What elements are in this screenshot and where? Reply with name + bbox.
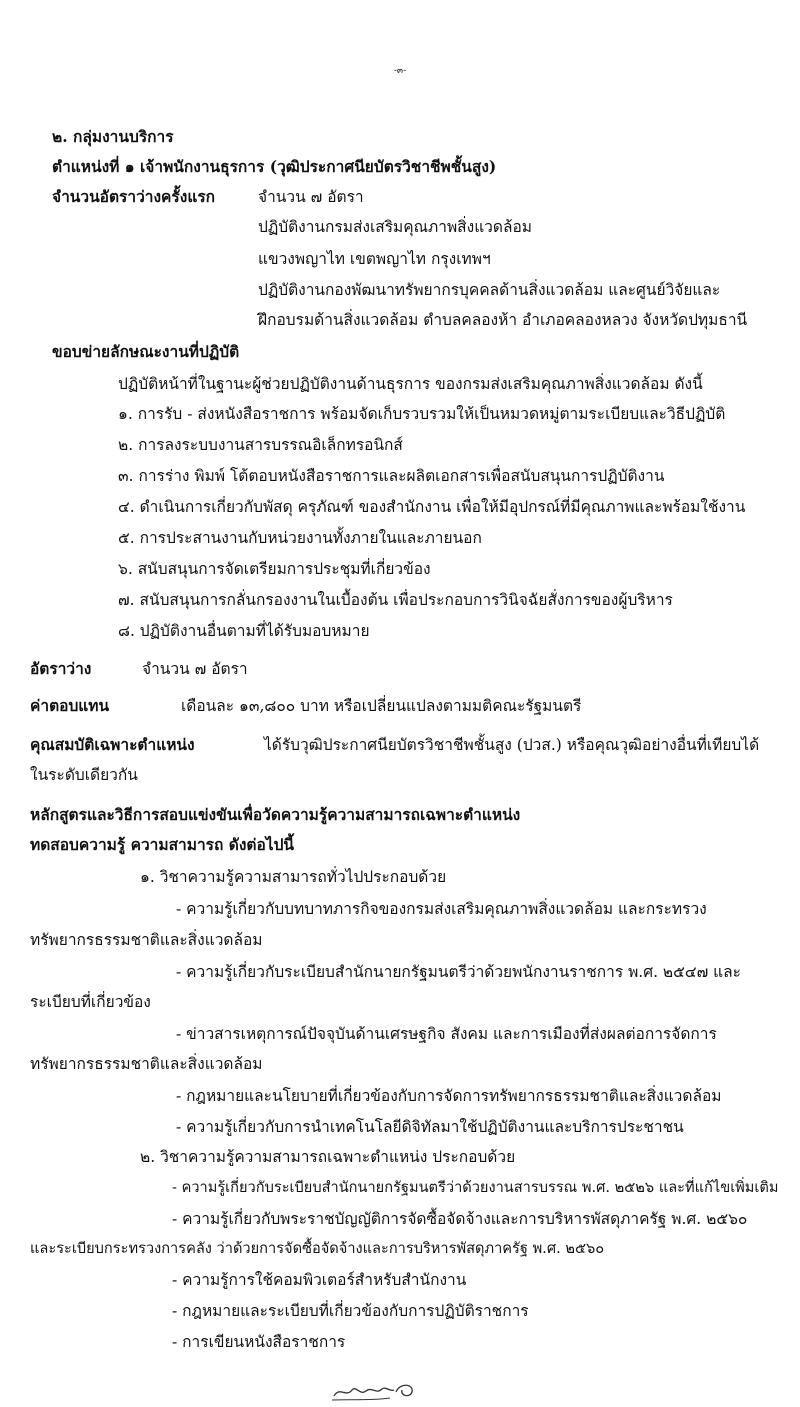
exam-general-line: - ความรู้เกี่ยวกับการนำเทคโนโลยีดิจิทัลมาใช้ปฏิบัติงานและบริการประชาชน [176,1118,684,1136]
exam-heading: หลักสูตรและวิธีการสอบแข่งขันเพื่อวัดความรู้ความสามารถเฉพาะตำแหน่ง [30,805,521,824]
vacancy-line: แขวงพญาไท เขตพญาไท กรุงเทพฯ [258,250,491,268]
scope-item: ๗. สนับสนุนการกลั่นกรองงานในเบื้องต้น เพื่อประกอบการวินิจฉัยสั่งการของผู้บริหาร [118,591,673,609]
exam-subheading: ทดสอบความรู้ ความสามารถ ดังต่อไปนี้ [30,835,295,854]
vacancy-line: จำนวน ๗ อัตรา [258,188,364,206]
page-number: -๓- [393,66,407,76]
scope-item: ๒. การลงระบบงานสารบรรณอิเล็กทรอนิกส์ [118,436,403,454]
exam-general-line: - ข่าวสารเหตุการณ์ปัจจุบันด้านเศรษฐกิจ สังคม และการเมืองที่ส่งผลต่อการจัดการ [176,1025,717,1043]
position-title: ตำแหน่งที่ ๑ เจ้าพนักงานธุรการ (วุฒิประกาศนียบัตรวิชาชีพชั้นสูง) [52,157,497,176]
scope-item: ๘. ปฏิบัติงานอื่นตามที่ได้รับมอบหมาย [118,622,370,640]
scope-item: ๔. ดำเนินการเกี่ยวกับพัสดุ ครุภัณฑ์ ของสำนักงาน เพื่อให้มีอุปกรณ์ที่มีคุณภาพและพร้อมใช้งาน [118,498,746,516]
scope-heading: ขอบข่ายลักษณะงานที่ปฏิบัติ [52,342,240,361]
exam-general-line: - ความรู้เกี่ยวกับบทบาทภารกิจของกรมส่งเสริมคุณภาพสิ่งแวดล้อม และกระทรวง [176,900,707,918]
exam-general-line: - ความรู้เกี่ยวกับระเบียบสำนักนายกรัฐมนตรีว่าด้วยพนักงานราชการ พ.ศ. ๒๕๔๗ และ [176,963,742,981]
exam-specific-line: - การเขียนหนังสือราชการ [172,1333,346,1351]
vacancy-line: ปฏิบัติงานกรมส่งเสริมคุณภาพสิ่งแวดล้อม [258,218,532,236]
exam-specific-line: และระเบียบกระทรวงการคลัง ว่าด้วยการจัดซื้อจัดจ้างและการบริหารพัสดุภาครัฐ พ.ศ. ๒๕๖๐ [30,1240,605,1257]
exam-specific-line: - ความรู้เกี่ยวกับระเบียบสำนักนายกรัฐมนตรีว่าด้วยงานสารบรรณ พ.ศ. ๒๕๒๖ และที่แก้ไขเพิ่มเติม [172,1179,779,1196]
qualification-value: ได้รับวุฒิประกาศนียบัตรวิชาชีพชั้นสูง (ปวส.) หรือคุณวุฒิอย่างอื่นที่เทียบได้ [264,736,760,754]
scope-intro: ปฏิบัติหน้าที่ในฐานะผู้ช่วยปฏิบัติงานด้านธุรการ ของกรมส่งเสริมคุณภาพสิ่งแวดล้อม ดังนี้ [118,375,703,393]
exam-general-line: - กฎหมายและนโยบายที่เกี่ยวข้องกับการจัดการทรัพยากรธรรมชาติและสิ่งแวดล้อม [176,1087,722,1105]
exam-general-line: ระเบียบที่เกี่ยวข้อง [30,993,151,1011]
qualification-continuation: ในระดับเดียวกัน [30,766,138,784]
handwritten-initials [330,1380,420,1402]
scope-item: ๓. การร่าง พิมพ์ โต้ตอบหนังสือราชการและผลิตเอกสารเพื่อสนับสนุนการปฏิบัติงาน [118,467,665,485]
section-title: ๒. กลุ่มงานบริการ [52,127,174,146]
vacancy-count-label: อัตราว่าง [30,659,92,678]
exam-specific-line: - ความรู้การใช้คอมพิวเตอร์สำหรับสำนักงาน [172,1271,467,1289]
scope-item: ๖. สนับสนุนการจัดเตรียมการประชุมที่เกี่ยวข้อง [118,560,431,578]
qualification-label: คุณสมบัติเฉพาะตำแหน่ง [30,735,195,754]
exam-general-line: ทรัพยากรธรรมชาติและสิ่งแวดล้อม [30,1055,263,1073]
exam-general-line: ทรัพยากรธรรมชาติและสิ่งแวดล้อม [30,931,263,949]
vacancy-count-value: จำนวน ๗ อัตรา [142,660,248,678]
compensation-label: ค่าตอบแทน [30,696,110,715]
exam-general-title: ๑. วิชาความรู้ความสามารถทั่วไปประกอบด้วย [140,868,447,886]
scope-item: ๕. การประสานงานกับหน่วยงานทั้งภายในและภายนอก [118,529,482,547]
scope-item: ๑. การรับ - ส่งหนังสือราชการ พร้อมจัดเก็บรวบรวมให้เป็นหมวดหมู่ตามระเบียบและวิธีปฏิบัติ [118,405,726,423]
exam-specific-title: ๒. วิชาความรู้ความสามารถเฉพาะตำแหน่ง ประกอบด้วย [140,1148,516,1166]
vacancy-label: จำนวนอัตราว่างครั้งแรก [52,187,216,206]
exam-specific-line: - ความรู้เกี่ยวกับพระราชบัญญัติการจัดซื้อจัดจ้างและการบริหารพัสดุภาครัฐ พ.ศ. ๒๕๖๐ [172,1210,748,1228]
compensation-value: เดือนละ ๑๓,๘๐๐ บาท หรือเปลี่ยนแปลงตามมติคณะรัฐมนตรี [181,697,582,715]
vacancy-line: ฝึกอบรมด้านสิ่งแวดล้อม ตำบลคลองห้า อำเภอคลองหลวง จังหวัดปทุมธานี [258,311,748,329]
vacancy-line: ปฏิบัติงานกองพัฒนาทรัพยากรบุคคลด้านสิ่งแวดล้อม และศูนย์วิจัยและ [258,281,721,299]
exam-specific-line: - กฎหมายและระเบียบที่เกี่ยวข้องกับการปฏิบัติราชการ [172,1302,529,1320]
